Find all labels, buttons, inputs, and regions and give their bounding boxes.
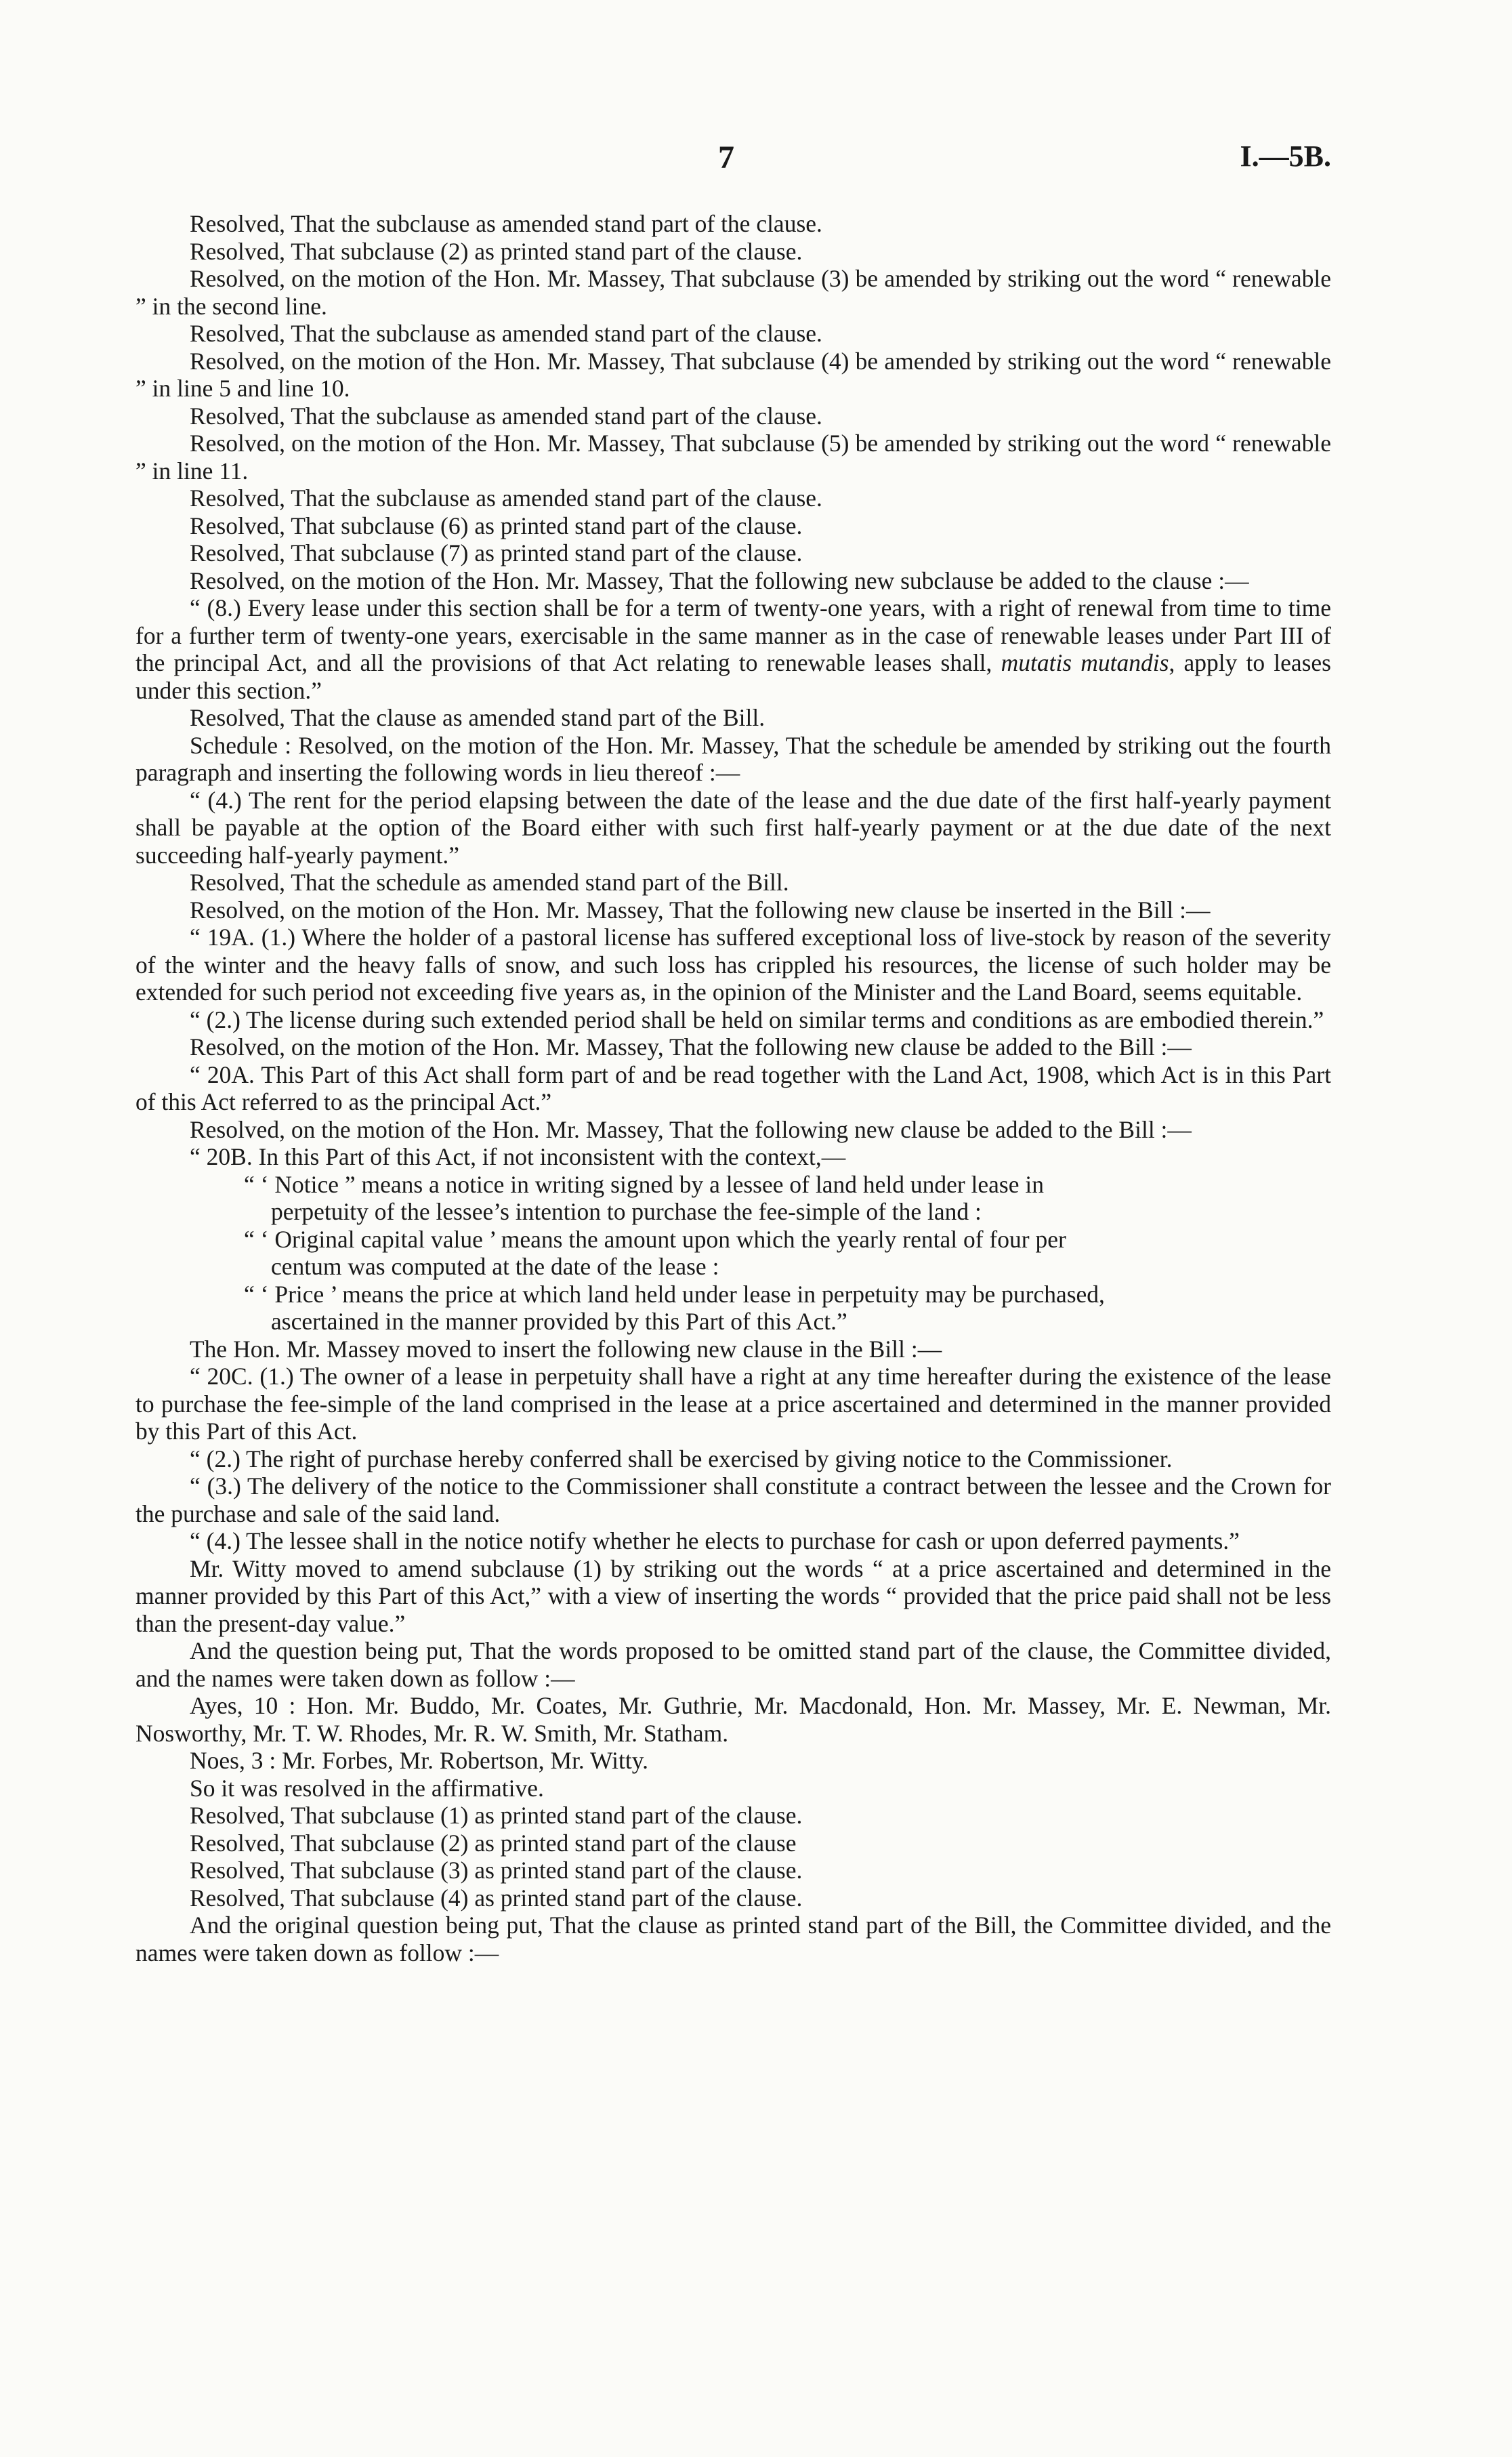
clause-19a-subclause-2: “ (2.) The license during such extended period shall be held on similar terms and conditions as are embodied therein.” <box>190 1006 1324 1033</box>
definition-notice-cont: perpetuity of the lessee’s intention to purchase the fee-simple of the land : <box>271 1198 982 1225</box>
page-number: 7 <box>718 140 734 176</box>
schedule-subclause-4: “ (4.) The rent for the period elapsing between the date of the lease and the due date of the first half-yearly payment shall be payable at the option of the Board either with such first half-yearly payment or at the due date of the next succeeding half-yearly payment.” <box>135 786 1331 869</box>
resolution-paragraph: Resolved, on the motion of the Hon. Mr. Massey, That subclause (5) be amended by striking out the word “ renewable ” in line 11. <box>135 430 1331 484</box>
resolution-paragraph: Resolved, That the subclause as amended stand part of the clause. <box>190 402 822 430</box>
noes-list: Noes, 3 : Mr. Forbes, Mr. Robertson, Mr. Witty. <box>190 1747 649 1774</box>
question-paragraph: And the original question being put, That the clause as printed stand part of the Bill, the Committee divided, and the names were taken down as follow :— <box>135 1912 1331 1966</box>
clause-20b <box>135 1143 1331 1171</box>
resolution-paragraph: Resolved, That the clause as amended stand part of the Bill. <box>190 704 765 731</box>
resolution-paragraph: Resolved, on the motion of the Hon. Mr. Massey, That subclause (3) be amended by striking out the word “ renewable ” in the second line. <box>135 265 1331 320</box>
subclause-8-body: “ (8.) Every lease under this section shall be for a term of twenty-one years, with a right of renewal from time to time for a further term of twenty-one years, exercisable in the same manner as in the case of renewable leases under Part III of the principal Act, and all the provisions of that Act relating to renewable leases shall, <box>135 594 1331 676</box>
subclause-8-end: , apply to leases under this section.” <box>135 649 1332 704</box>
resolution-paragraph: Resolved, That the schedule as amended stand part of the Bill. <box>190 869 789 896</box>
clause-letter: C <box>231 1363 247 1390</box>
clause-number: “ 20 <box>190 1363 232 1390</box>
latin-phrase: mutatis mutandis <box>1001 649 1169 676</box>
resolution-paragraph: Resolved, on the motion of the Hon. Mr. Massey, That the following new clause be inserted in the Bill :— <box>190 896 1211 924</box>
clause-letter: A <box>231 924 249 951</box>
resolution-paragraph: Resolved, That subclause (2) as printed stand part of the clause. <box>190 237 803 265</box>
clause-number: “ 19 <box>190 924 232 951</box>
motion-paragraph: The Hon. Mr. Massey moved to insert the following new clause in the Bill :— <box>190 1335 942 1363</box>
clause-body: . In this Part of this Act, if not inconsistent with the context,— <box>246 1143 846 1170</box>
clause-20c-subclause-3: “ (3.) The delivery of the notice to the Commissioner shall constitute a contract between the lessee and the Crown for the purchase and sale of the said land. <box>135 1472 1331 1527</box>
schedule-paragraph: Schedule : Resolved, on the motion of the Hon. Mr. Massey, That the schedule be amended by striking out the fourth paragraph and inserting the following words in lieu thereof :— <box>135 731 1331 786</box>
definition-price: “ ‘ Price ’ means the price at which land held under lease in perpetuity may be purchased, <box>244 1280 1105 1308</box>
resolution-paragraph: Resolved, That subclause (1) as printed stand part of the clause. <box>190 1802 803 1829</box>
ayes-list: Ayes, 10 : Hon. Mr. Buddo, Mr. Coates, Mr. Guthrie, Mr. Macdonald, Hon. Mr. Massey, Mr. E. Newman, Mr. Nosworthy, Mr. T. W. Rhodes, Mr. R. W. Smith, Mr. Statham. <box>135 1692 1331 1747</box>
clause-20c <box>135 1363 1331 1445</box>
clause-20c-subclause-2: “ (2.) The right of purchase hereby conferred shall be exercised by giving notice to the Commissioner. <box>190 1445 1173 1472</box>
clause-number: “ 20 <box>190 1060 232 1088</box>
result-paragraph: So it was resolved in the affirmative. <box>190 1774 544 1802</box>
resolution-paragraph: Resolved, That subclause (3) as printed stand part of the clause. <box>190 1857 803 1884</box>
resolution-paragraph: Resolved, That subclause (6) as printed stand part of the clause. <box>190 512 803 539</box>
document-reference: I.—5B. <box>1240 140 1331 173</box>
clause-letter: B <box>230 1143 247 1170</box>
resolution-paragraph: Resolved, on the motion of the Hon. Mr. Massey, That the following new subclause be added to the clause :— <box>190 566 1249 594</box>
definition-capital-value: “ ‘ Original capital value ’ means the amount upon which the yearly rental of four per <box>244 1225 1066 1253</box>
clause-letter: A <box>231 1060 249 1088</box>
clause-body: . This Part of this Act shall form part of and be read together with the Land Act, 1908, which Act is in this Part of this Act referred to as the principal Act.” <box>135 1060 1331 1115</box>
body-text <box>135 210 1331 1966</box>
resolution-paragraph: Resolved, on the motion of the Hon. Mr. Massey, That subclause (4) be amended by striking out the word “ renewable ” in line 5 and line 10. <box>135 347 1331 402</box>
question-paragraph: And the question being put, That the words proposed to be omitted stand part of the clause, the Committee divided, and the names were taken down as follow :— <box>135 1637 1331 1692</box>
resolution-paragraph: Resolved, That the subclause as amended stand part of the clause. <box>190 320 822 347</box>
resolution-paragraph: Resolved, That the subclause as amended stand part of the clause. <box>190 210 822 237</box>
resolution-paragraph: Resolved, That subclause (2) as printed stand part of the clause <box>190 1829 797 1857</box>
clause-20a <box>135 1061 1331 1116</box>
subclause-8-text <box>135 594 1331 704</box>
resolution-paragraph: Resolved, That subclause (4) as printed stand part of the clause. <box>190 1884 803 1912</box>
amendment-paragraph: Mr. Witty moved to amend subclause (1) by striking out the words “ at a price ascertained and determined in the manner provided by this Part of this Act,” with a view of inserting the words “ provided that the price paid shall not be less than the present-day value.” <box>135 1554 1331 1637</box>
page-header <box>135 139 1331 180</box>
definition-capital-value-cont: centum was computed at the date of the lease : <box>271 1253 719 1280</box>
resolution-paragraph: Resolved, That the subclause as amended stand part of the clause. <box>190 484 822 512</box>
resolution-paragraph: Resolved, on the motion of the Hon. Mr. Massey, That the following new clause be added to the Bill :— <box>190 1115 1192 1143</box>
clause-19a <box>135 924 1331 1006</box>
clause-number: “ 20 <box>190 1143 231 1170</box>
resolution-paragraph: Resolved, on the motion of the Hon. Mr. Massey, That the following new clause be added to the Bill :— <box>190 1033 1192 1060</box>
definition-price-cont: ascertained in the manner provided by this Part of this Act.” <box>271 1308 847 1335</box>
clause-20c-subclause-4: “ (4.) The lessee shall in the notice notify whether he elects to purchase for cash or upon deferred payments.” <box>190 1527 1240 1554</box>
clause-body: . (1.) The owner of a lease in perpetuity shall have a right at any time hereafter during the existence of the lease to purchase the fee-simple of the land comprised in the lease at a price ascertained and determined in the manner provided by this Part of this Act. <box>135 1363 1331 1445</box>
definition-notice: “ ‘ Notice ” means a notice in writing signed by a lessee of land held under lease in <box>244 1170 1044 1198</box>
resolution-paragraph: Resolved, That subclause (7) as printed stand part of the clause. <box>190 539 803 566</box>
clause-body: . (1.) Where the holder of a pastoral license has suffered exceptional loss of live-stock by reason of the severity of the winter and the heavy falls of snow, and such loss has crippled his resources, the license of such holder may be extended for such period not exceeding five years as, in the opinion of the Minister and the Land Board, seems equitable. <box>135 924 1331 1006</box>
